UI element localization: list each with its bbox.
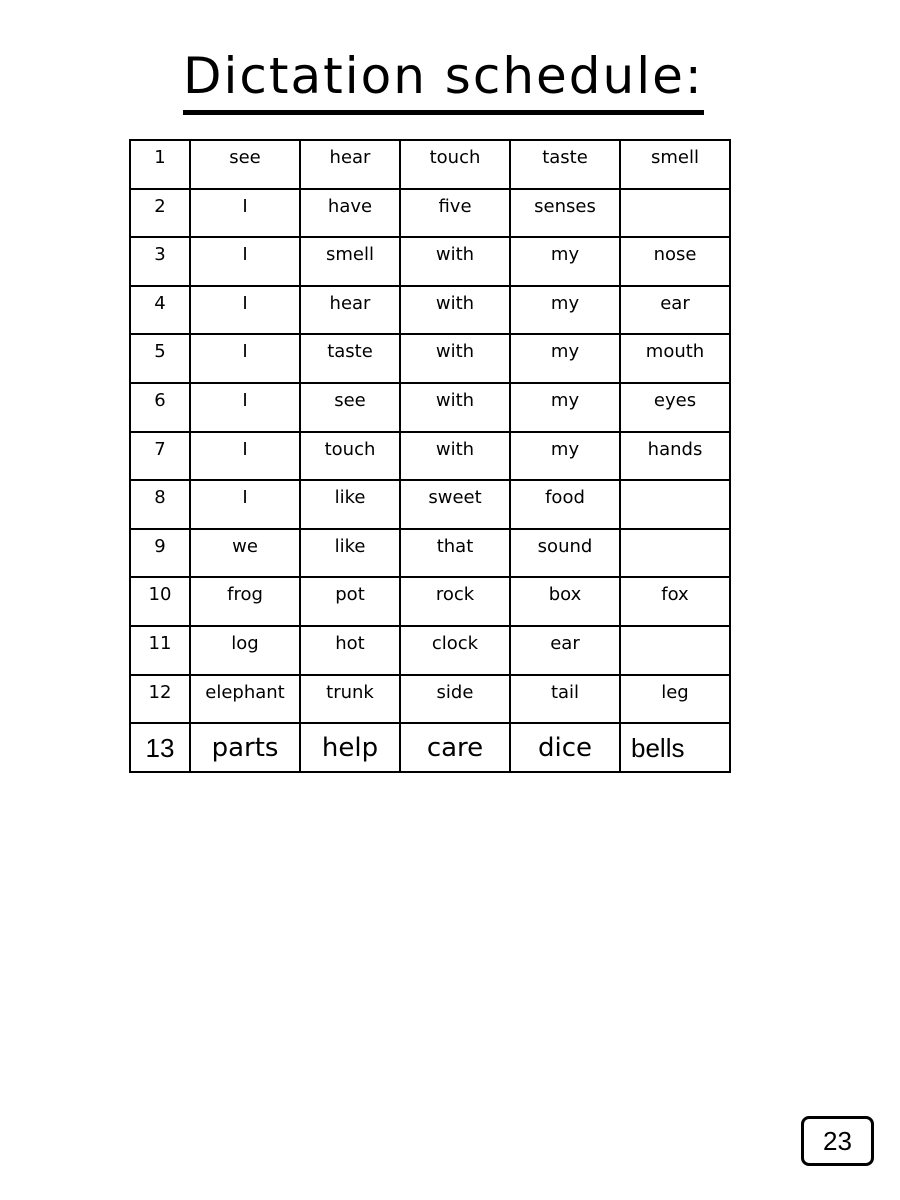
word-cell: have xyxy=(300,189,400,238)
row-number: 9 xyxy=(130,529,190,578)
word-cell: I xyxy=(190,383,300,432)
word-cell xyxy=(620,480,730,529)
word-cell: hear xyxy=(300,286,400,335)
word-cell: with xyxy=(400,237,510,286)
word-cell: I xyxy=(190,189,300,238)
word-cell: smell xyxy=(300,237,400,286)
word-cell: we xyxy=(190,529,300,578)
word-cell: senses xyxy=(510,189,620,238)
word-cell: like xyxy=(300,480,400,529)
word-cell xyxy=(620,626,730,675)
word-cell: hear xyxy=(300,140,400,189)
word-cell: I xyxy=(190,286,300,335)
row-number: 12 xyxy=(130,675,190,724)
word-cell: log xyxy=(190,626,300,675)
word-cell: mouth xyxy=(620,334,730,383)
word-cell: my xyxy=(510,237,620,286)
dictation-table xyxy=(129,139,731,773)
word-cell: sweet xyxy=(400,480,510,529)
word-cell: hot xyxy=(300,626,400,675)
word-cell: see xyxy=(300,383,400,432)
word-cell: smell xyxy=(620,140,730,189)
word-cell: box xyxy=(510,577,620,626)
word-cell: with xyxy=(400,334,510,383)
row-number: 10 xyxy=(130,577,190,626)
table-row xyxy=(130,675,730,724)
page-number: 23 xyxy=(823,1125,852,1156)
row-number: 13 xyxy=(130,723,190,772)
row-number: 8 xyxy=(130,480,190,529)
word-cell: my xyxy=(510,286,620,335)
row-number: 5 xyxy=(130,334,190,383)
word-cell: ear xyxy=(620,286,730,335)
row-number: 11 xyxy=(130,626,190,675)
word-cell: frog xyxy=(190,577,300,626)
table-row xyxy=(130,189,730,238)
table-row xyxy=(130,286,730,335)
word-cell: bells xyxy=(620,723,730,772)
word-cell xyxy=(620,529,730,578)
row-number: 3 xyxy=(130,237,190,286)
word-cell: care xyxy=(400,723,510,772)
table-row xyxy=(130,334,730,383)
row-number: 6 xyxy=(130,383,190,432)
table-row xyxy=(130,723,730,772)
word-cell: ear xyxy=(510,626,620,675)
row-number: 4 xyxy=(130,286,190,335)
word-cell: like xyxy=(300,529,400,578)
word-cell: I xyxy=(190,432,300,481)
table-row xyxy=(130,480,730,529)
table-row xyxy=(130,432,730,481)
page-title: Dictation schedule: xyxy=(183,42,704,115)
word-cell: with xyxy=(400,432,510,481)
word-cell: with xyxy=(400,383,510,432)
word-cell: eyes xyxy=(620,383,730,432)
word-cell: that xyxy=(400,529,510,578)
word-cell: with xyxy=(400,286,510,335)
word-cell: five xyxy=(400,189,510,238)
page-number-box xyxy=(801,1116,874,1166)
word-cell: side xyxy=(400,675,510,724)
word-cell: leg xyxy=(620,675,730,724)
word-cell: I xyxy=(190,237,300,286)
word-cell: taste xyxy=(300,334,400,383)
word-cell: my xyxy=(510,432,620,481)
word-cell: food xyxy=(510,480,620,529)
word-cell: rock xyxy=(400,577,510,626)
row-number: 7 xyxy=(130,432,190,481)
row-number: 2 xyxy=(130,189,190,238)
word-cell xyxy=(620,189,730,238)
table-row xyxy=(130,140,730,189)
word-cell: my xyxy=(510,334,620,383)
word-cell: fox xyxy=(620,577,730,626)
word-cell: I xyxy=(190,480,300,529)
word-cell: trunk xyxy=(300,675,400,724)
word-cell: clock xyxy=(400,626,510,675)
table-row xyxy=(130,529,730,578)
word-cell: touch xyxy=(300,432,400,481)
row-number: 1 xyxy=(130,140,190,189)
table-row xyxy=(130,383,730,432)
word-cell: sound xyxy=(510,529,620,578)
word-cell: hands xyxy=(620,432,730,481)
word-cell: taste xyxy=(510,140,620,189)
table-row xyxy=(130,626,730,675)
word-cell: elephant xyxy=(190,675,300,724)
word-cell: nose xyxy=(620,237,730,286)
word-cell: dice xyxy=(510,723,620,772)
word-cell: my xyxy=(510,383,620,432)
table-row xyxy=(130,237,730,286)
word-cell: help xyxy=(300,723,400,772)
word-cell: parts xyxy=(190,723,300,772)
word-cell: I xyxy=(190,334,300,383)
word-cell: see xyxy=(190,140,300,189)
table-row xyxy=(130,577,730,626)
word-cell: tail xyxy=(510,675,620,724)
word-cell: touch xyxy=(400,140,510,189)
word-cell: pot xyxy=(300,577,400,626)
